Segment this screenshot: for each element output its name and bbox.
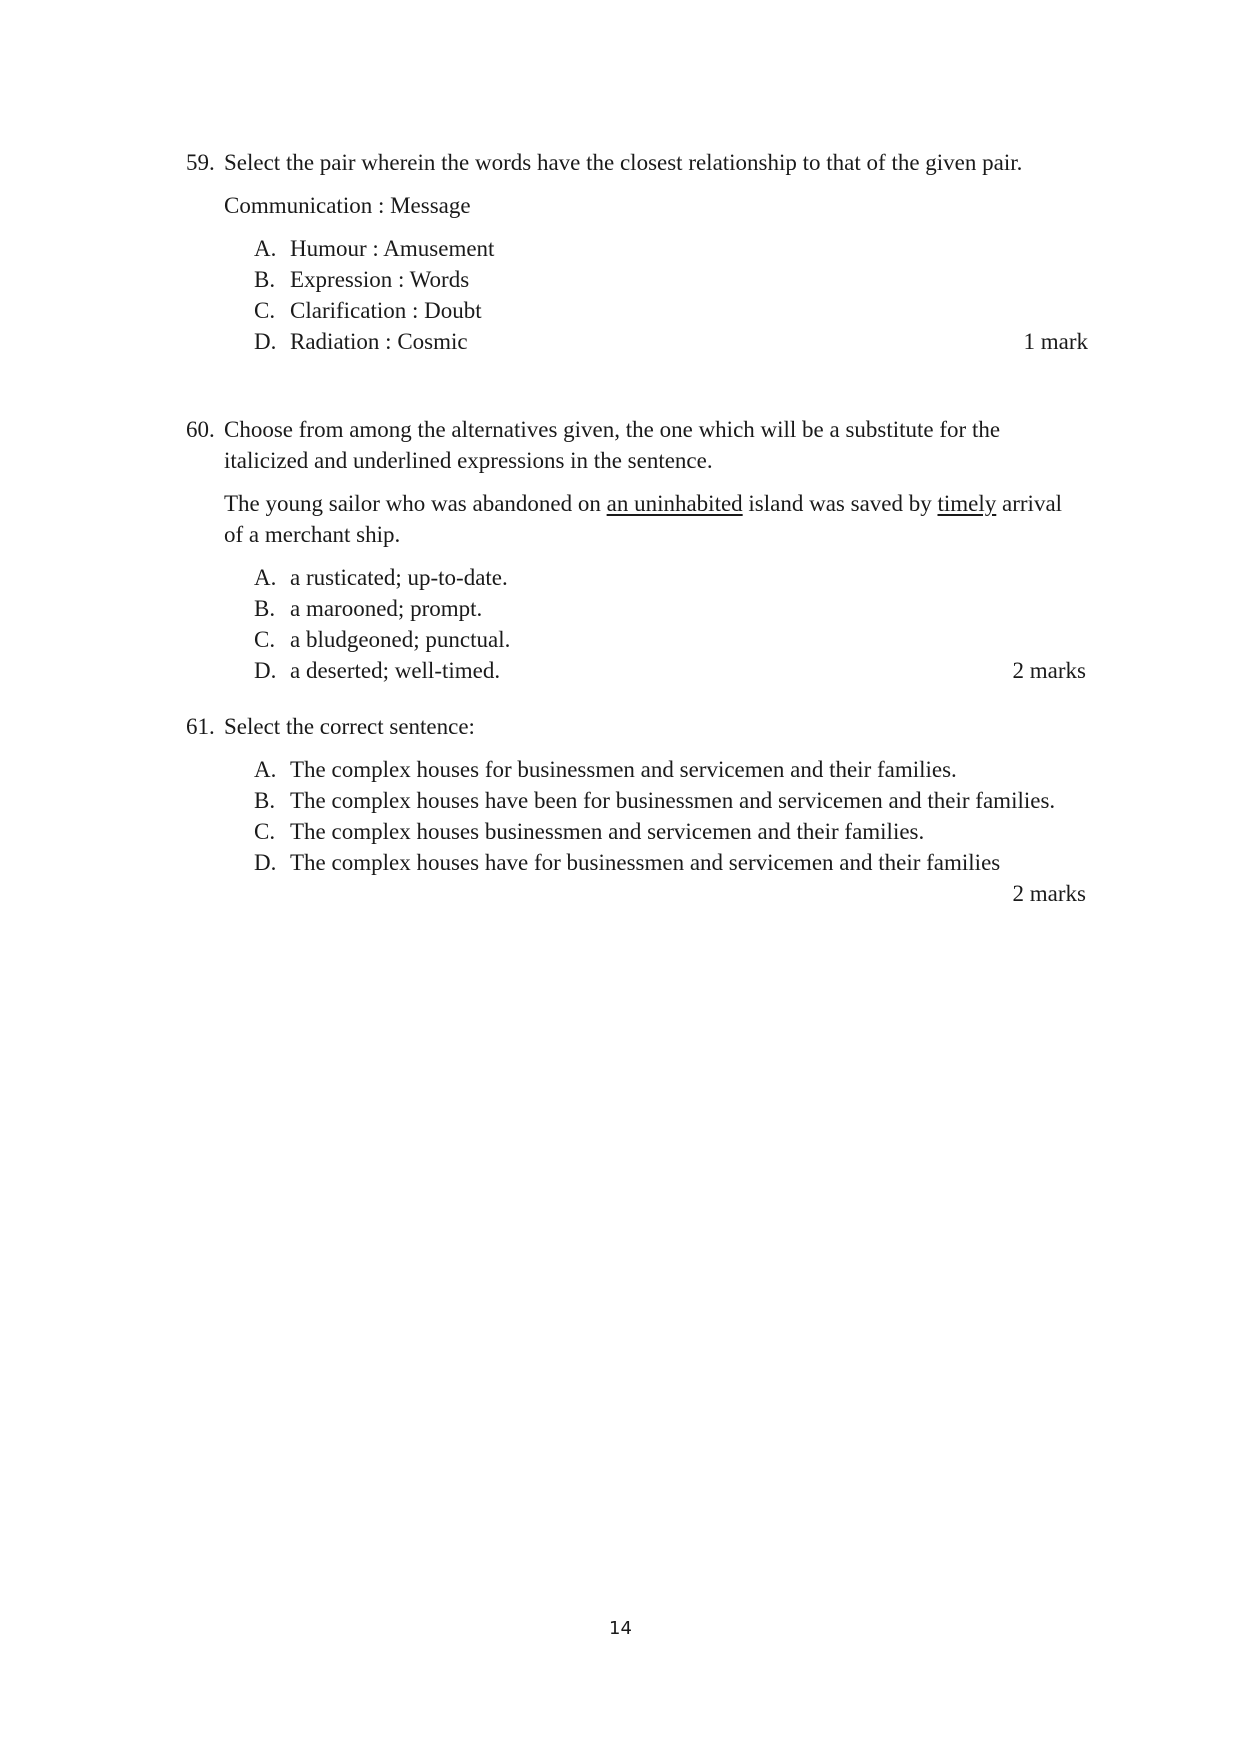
- underlined-expression: timely: [937, 491, 997, 516]
- sentence-part: arrival of a merchant ship.: [224, 491, 1063, 547]
- option-c: [254, 816, 1086, 847]
- option-d: [254, 326, 1086, 357]
- option-c: [254, 295, 1086, 326]
- question-prompt: Select the pair wherein the words have the closest relationship to that of the given pair.: [224, 150, 1023, 175]
- page-number: 14: [609, 1618, 632, 1639]
- option-letter: A.: [254, 757, 277, 782]
- option-b: [254, 785, 1086, 816]
- question-61: [186, 711, 1086, 909]
- option-text: Radiation : Cosmic: [290, 329, 468, 354]
- option-text: a marooned; prompt.: [290, 596, 483, 621]
- option-letter: D.: [254, 850, 277, 875]
- underlined-expression: an uninhabited: [606, 491, 743, 516]
- option-text: The complex houses have for businessmen and servicemen and their families: [290, 850, 1001, 875]
- option-text: a deserted; well-timed.: [290, 658, 501, 683]
- option-letter: D.: [254, 329, 277, 354]
- options-list: [254, 754, 1086, 878]
- given-pair: Communication : Message: [224, 193, 471, 218]
- option-text: Clarification : Doubt: [290, 298, 482, 323]
- option-text: The complex houses have been for businessmen and servicemen and their families.: [290, 788, 1056, 813]
- option-letter: B.: [254, 596, 276, 621]
- option-text: The complex houses businessmen and servicemen and their families.: [290, 819, 925, 844]
- question-prompt: Select the correct sentence:: [224, 714, 475, 739]
- option-letter: D.: [254, 658, 277, 683]
- question-59: [186, 147, 1086, 357]
- option-b: [254, 593, 1086, 624]
- sentence-part: The young sailor who was abandoned on: [224, 491, 607, 516]
- question-header: [186, 711, 1086, 742]
- question-60: [186, 414, 1086, 686]
- option-text: Expression : Words: [290, 267, 470, 292]
- sentence-part: island was saved by: [742, 491, 938, 516]
- option-b: [254, 264, 1086, 295]
- option-text: Humour : Amusement: [290, 236, 495, 261]
- option-letter: B.: [254, 788, 276, 813]
- option-letter: A.: [254, 565, 277, 590]
- options-list: [254, 233, 1086, 357]
- option-text: a rusticated; up-to-date.: [290, 565, 508, 590]
- option-a: [254, 754, 1086, 785]
- question-number: 61.: [186, 714, 215, 739]
- option-d: [254, 655, 1086, 686]
- question-number: 60.: [186, 417, 215, 442]
- marks-label: 2 marks: [1012, 658, 1086, 683]
- option-letter: B.: [254, 267, 276, 292]
- option-letter: A.: [254, 236, 277, 261]
- question-header: [186, 414, 1086, 476]
- question-sentence: [224, 488, 1086, 550]
- marks-label: 1 mark: [1023, 329, 1088, 354]
- option-text: a bludgeoned; punctual.: [290, 627, 511, 652]
- option-letter: C.: [254, 819, 276, 844]
- question-header: [186, 147, 1086, 178]
- option-a: [254, 562, 1086, 593]
- option-c: [254, 624, 1086, 655]
- option-text: The complex houses for businessmen and servicemen and their families.: [290, 757, 957, 782]
- question-prompt: Choose from among the alternatives given, the one which will be a substitute for the italicized and underlined expressions in the sentence.: [224, 417, 1001, 473]
- options-list: [254, 562, 1086, 686]
- question-number: 59.: [186, 150, 215, 175]
- option-a: [254, 233, 1086, 264]
- option-letter: C.: [254, 298, 276, 323]
- marks-label: 2 marks: [1012, 881, 1086, 906]
- option-d: [254, 847, 1086, 878]
- option-letter: C.: [254, 627, 276, 652]
